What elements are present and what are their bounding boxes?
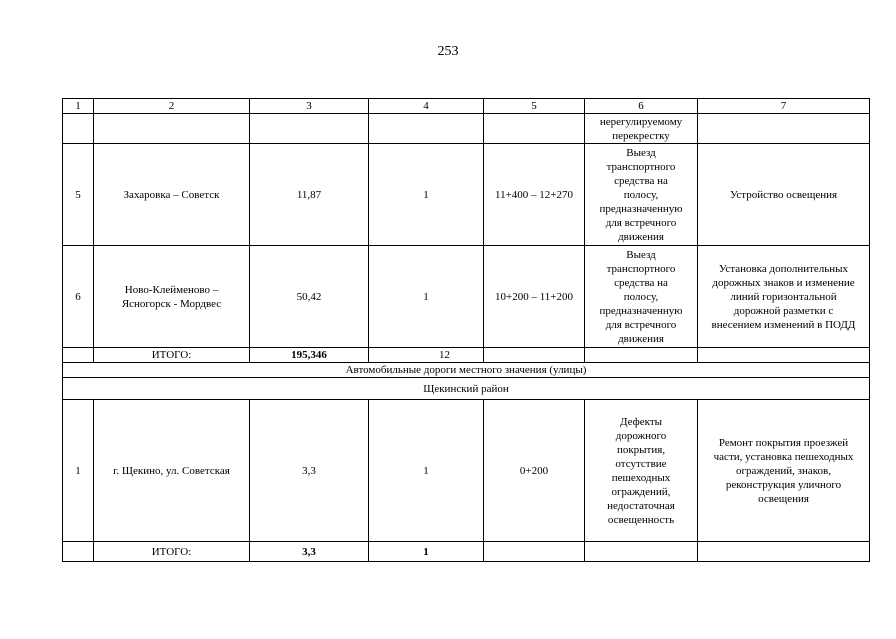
violation-cell: Выезд транспортного средства на полосу, предназначенную для встречного движения (585, 144, 698, 246)
row-number: 6 (63, 246, 94, 348)
section-title: Автомобильные дороги местного значения (улицы) (63, 363, 870, 378)
continuation-row (63, 114, 870, 144)
road-section: 0+200 (484, 400, 585, 542)
road-section: 10+200 – 11+200 (484, 246, 585, 348)
header-cell: 6 (585, 99, 698, 114)
road-length: 50,42 (250, 246, 369, 348)
header-cell: 4 (369, 99, 484, 114)
measures-cell: Устройство освещения (698, 144, 870, 246)
total-count: 12 (369, 348, 484, 363)
violation-cell: нерегулируемому перекрестку (585, 114, 698, 144)
road-name: Захаровка – Советск (94, 144, 250, 246)
total-length: 195,346 (250, 348, 369, 363)
table-row (63, 246, 870, 348)
violation-cell: Выезд транспортного средства на полосу, предназначенную для встречного движения (585, 246, 698, 348)
header-cell: 3 (250, 99, 369, 114)
accident-count: 1 (369, 144, 484, 246)
district-title-row (63, 378, 870, 400)
road-section: 11+400 – 12+270 (484, 144, 585, 246)
accident-count: 1 (369, 400, 484, 542)
measures-cell: Ремонт покрытия проезжей части, установка пешеходных ограждений, знаков, реконструкция уличного освещения (698, 400, 870, 542)
header-cell: 7 (698, 99, 870, 114)
violation-cell: Дефекты дорожного покрытия, отсутствие пешеходных ограждений, недостаточная освещенность (585, 400, 698, 542)
header-cell: 2 (94, 99, 250, 114)
row-number: 1 (63, 400, 94, 542)
total-label: ИТОГО: (94, 542, 250, 562)
page-number: 253 (437, 44, 459, 59)
section-title-row (63, 363, 870, 378)
district-title: Щекинский район (63, 378, 870, 400)
measures-cell: Установка дополнительных дорожных знаков и изменение линий горизонтальной дорожной разметки с внесением изменений в ПОДД (698, 246, 870, 348)
road-name: Ново-Клейменово – Ясногорск - Мордвес (94, 246, 250, 348)
total-count: 1 (369, 542, 484, 562)
total-row (63, 348, 870, 363)
row-number: 5 (63, 144, 94, 246)
road-defects-table (62, 98, 870, 562)
header-cell: 1 (63, 99, 94, 114)
total-label: ИТОГО: (94, 348, 250, 363)
total-length: 3,3 (250, 542, 369, 562)
column-number-header (63, 99, 870, 114)
table-row (63, 144, 870, 246)
total-row (63, 542, 870, 562)
road-length: 11,87 (250, 144, 369, 246)
table-row (63, 400, 870, 542)
road-name: г. Щекино, ул. Советская (94, 400, 250, 542)
header-cell: 5 (484, 99, 585, 114)
accident-count: 1 (369, 246, 484, 348)
road-length: 3,3 (250, 400, 369, 542)
